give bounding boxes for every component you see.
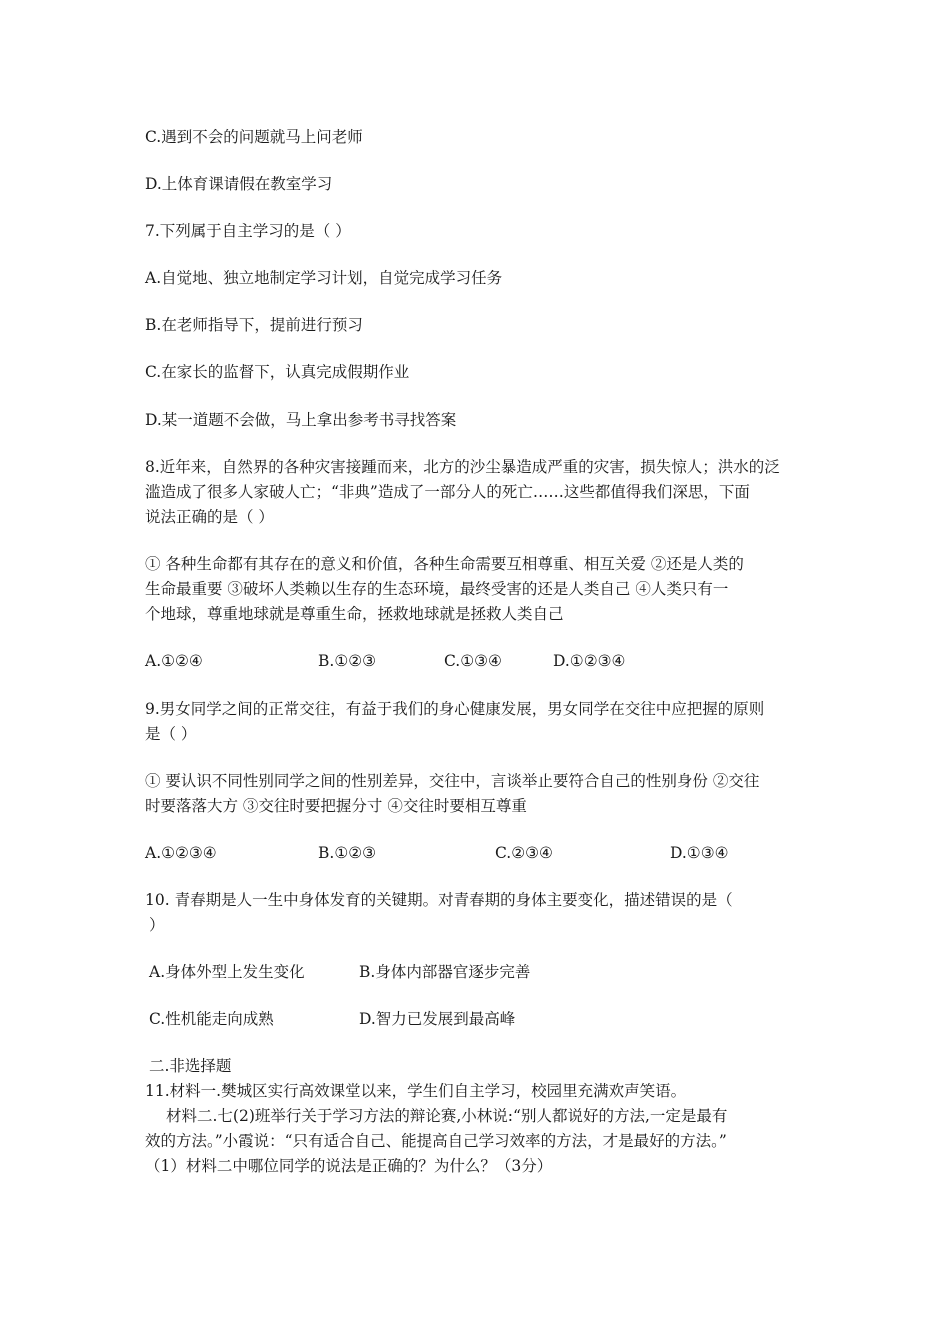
section-heading: 二.非选择题 xyxy=(149,1057,232,1075)
q9-option-b: B.①②③ xyxy=(318,844,377,862)
q10-option-b: B.身体内部器官逐步完善 xyxy=(359,963,531,981)
q7-option-b: B.在老师指导下，提前进行预习 xyxy=(145,316,363,334)
question-9-line: 是（ ） xyxy=(145,725,197,743)
question-11-line: 材料二.七(2)班举行关于学习方法的辩论赛,小林说:“别人都说好的方法,一定是最有 xyxy=(166,1107,728,1125)
q8-option-b: B.①②③ xyxy=(318,652,377,670)
question-7: 7.下列属于自主学习的是（ ） xyxy=(145,222,351,240)
q8-statement-line: 个地球，尊重地球就是尊重生命，拯救地球就是拯救人类自己 xyxy=(145,605,564,623)
q8-statement-line: 生命最重要 ③破坏人类赖以生存的生态环境，最终受害的还是人类自己 ④人类只有一 xyxy=(145,580,729,598)
q9-option-c: C.②③④ xyxy=(495,844,553,862)
q10-option-a: A.身体外型上发生变化 xyxy=(149,963,305,981)
question-11-line: 11.材料一.樊城区实行高效课堂以来，学生们自主学习，校园里充满欢声笑语。 xyxy=(145,1082,687,1100)
q7-option-d: D.某一道题不会做，马上拿出参考书寻找答案 xyxy=(145,411,457,429)
option-line: D.上体育课请假在教室学习 xyxy=(145,175,333,193)
q9-option-d: D.①③④ xyxy=(670,844,729,862)
question-8-line: 8.近年来，自然界的各种灾害接踵而来，北方的沙尘暴造成严重的灾害，损失惊人；洪水的泛 xyxy=(145,458,780,476)
q10-option-c: C.性机能走向成熟 xyxy=(149,1010,274,1028)
question-8-line: 滥造成了很多人家破人亡；“非典”造成了一部分人的死亡……这些都值得我们深思，下面 xyxy=(145,483,750,501)
question-8-line: 说法正确的是（ ） xyxy=(145,508,274,526)
option-line: C.遇到不会的问题就马上问老师 xyxy=(145,128,363,146)
q8-statement-line: ① 各种生命都有其存在的意义和价值，各种生命需要互相尊重、相互关爱 ②还是人类的 xyxy=(145,555,744,573)
question-11-subquestion: （1）材料二中哪位同学的说法是正确的？为什么？（3分） xyxy=(145,1157,553,1175)
question-11-line: 效的方法。”小霞说：“只有适合自己、能提高自己学习效率的方法，才是最好的方法。” xyxy=(145,1132,727,1150)
q7-option-c: C.在家长的监督下，认真完成假期作业 xyxy=(145,363,410,381)
q10-option-d: D.智力已发展到最高峰 xyxy=(359,1010,516,1028)
q9-statement-line: ① 要认识不同性别同学之间的性别差异，交往中，言谈举止要符合自己的性别身份 ②交往 xyxy=(145,772,760,790)
q7-option-a: A.自觉地、独立地制定学习计划，自觉完成学习任务 xyxy=(145,269,503,287)
question-9-line: 9.男女同学之间的正常交往，有益于我们的身心健康发展，男女同学在交往中应把握的原则 xyxy=(145,700,765,718)
q8-option-d: D.①②③④ xyxy=(553,652,626,670)
question-10-line: ） xyxy=(149,916,165,934)
question-10-line: 10. 青春期是人一生中身体发育的关键期。对青春期的身体主要变化，描述错误的是（ xyxy=(145,891,733,909)
q8-option-c: C.①③④ xyxy=(444,652,502,670)
q9-option-a: A.①②③④ xyxy=(145,844,217,862)
q9-statement-line: 时要落落大方 ③交往时要把握分寸 ④交往时要相互尊重 xyxy=(145,797,527,815)
q8-option-a: A.①②④ xyxy=(145,652,203,670)
